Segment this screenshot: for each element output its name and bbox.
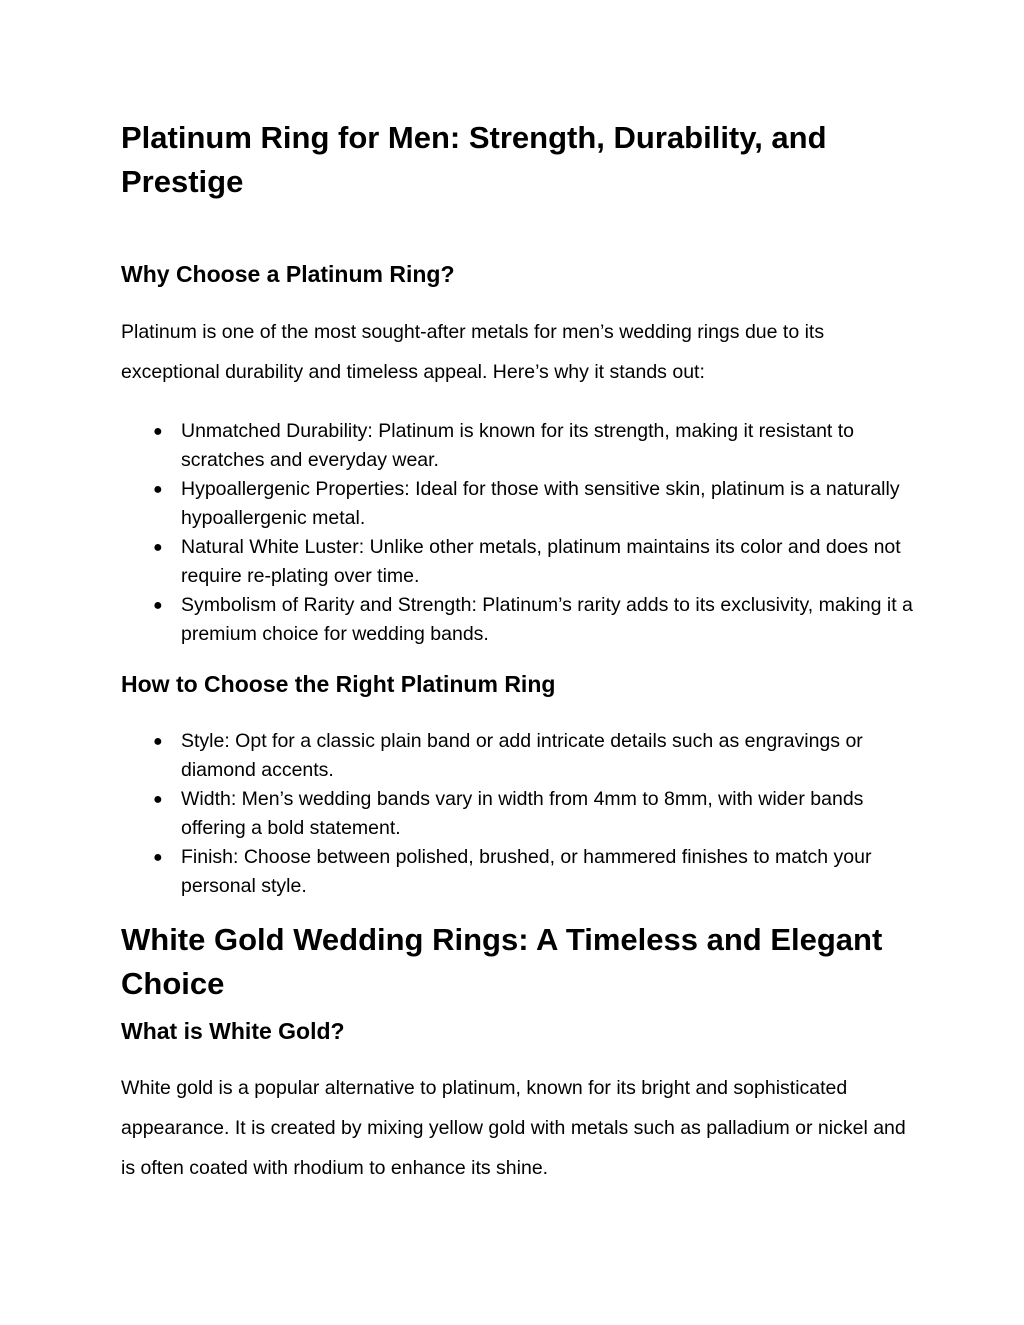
heading-what-is-white-gold: What is White Gold? <box>121 1018 345 1044</box>
paragraph-platinum-intro: Platinum is one of the most sought-after metals for men’s wedding rings due to its exceptional durability and timeless appeal. Here’s why it stands out: <box>121 321 825 383</box>
list-item-text: Style: Opt for a classic plain band or add intricate details such as engravings or diamond accents. <box>181 730 863 781</box>
list-item <box>121 785 921 843</box>
page-title-platinum: Platinum Ring for Men: Strength, Durability, and Prestige <box>121 120 827 199</box>
list-platinum-benefits <box>121 417 921 649</box>
paragraph-white-gold: White gold is a popular alternative to platinum, known for its bright and sophisticated appearance. It is created by mixing yellow gold with metals such as palladium or nickel and is often coated with rhodium to enhance its shine. <box>121 1077 906 1179</box>
list-item-text: Unmatched Durability: Platinum is known for its strength, making it resistant to scratches and everyday wear. <box>181 420 855 471</box>
page-title-white-gold: White Gold Wedding Rings: A Timeless and Elegant Choice <box>121 922 883 1001</box>
list-item <box>121 843 921 901</box>
list-item <box>121 727 921 785</box>
bullet-icon: ● <box>153 791 163 808</box>
bullet-icon: ● <box>153 597 163 614</box>
list-item <box>121 591 921 649</box>
list-item-text: Hypoallergenic Properties: Ideal for those with sensitive skin, platinum is a naturally hypoallergenic metal. <box>181 478 900 529</box>
bullet-icon: ● <box>153 539 163 556</box>
bullet-icon: ● <box>153 481 163 498</box>
bullet-icon: ● <box>153 423 163 440</box>
bullet-icon: ● <box>153 733 163 750</box>
list-item-text: Width: Men’s wedding bands vary in width from 4mm to 8mm, with wider bands offering a bold statement. <box>181 788 864 839</box>
bullet-icon: ● <box>153 849 163 866</box>
list-item <box>121 533 921 591</box>
list-item <box>121 475 921 533</box>
heading-how-to-choose: How to Choose the Right Platinum Ring <box>121 671 556 697</box>
heading-why-choose: Why Choose a Platinum Ring? <box>121 261 455 287</box>
list-how-to-choose <box>121 727 921 901</box>
list-item-text: Natural White Luster: Unlike other metals, platinum maintains its color and does not require re-plating over time. <box>181 536 901 587</box>
list-item <box>121 417 921 475</box>
list-item-text: Finish: Choose between polished, brushed, or hammered finishes to match your personal style. <box>181 846 872 897</box>
list-item-text: Symbolism of Rarity and Strength: Platinum’s rarity adds to its exclusivity, making it a premium choice for wedding bands. <box>181 594 913 645</box>
